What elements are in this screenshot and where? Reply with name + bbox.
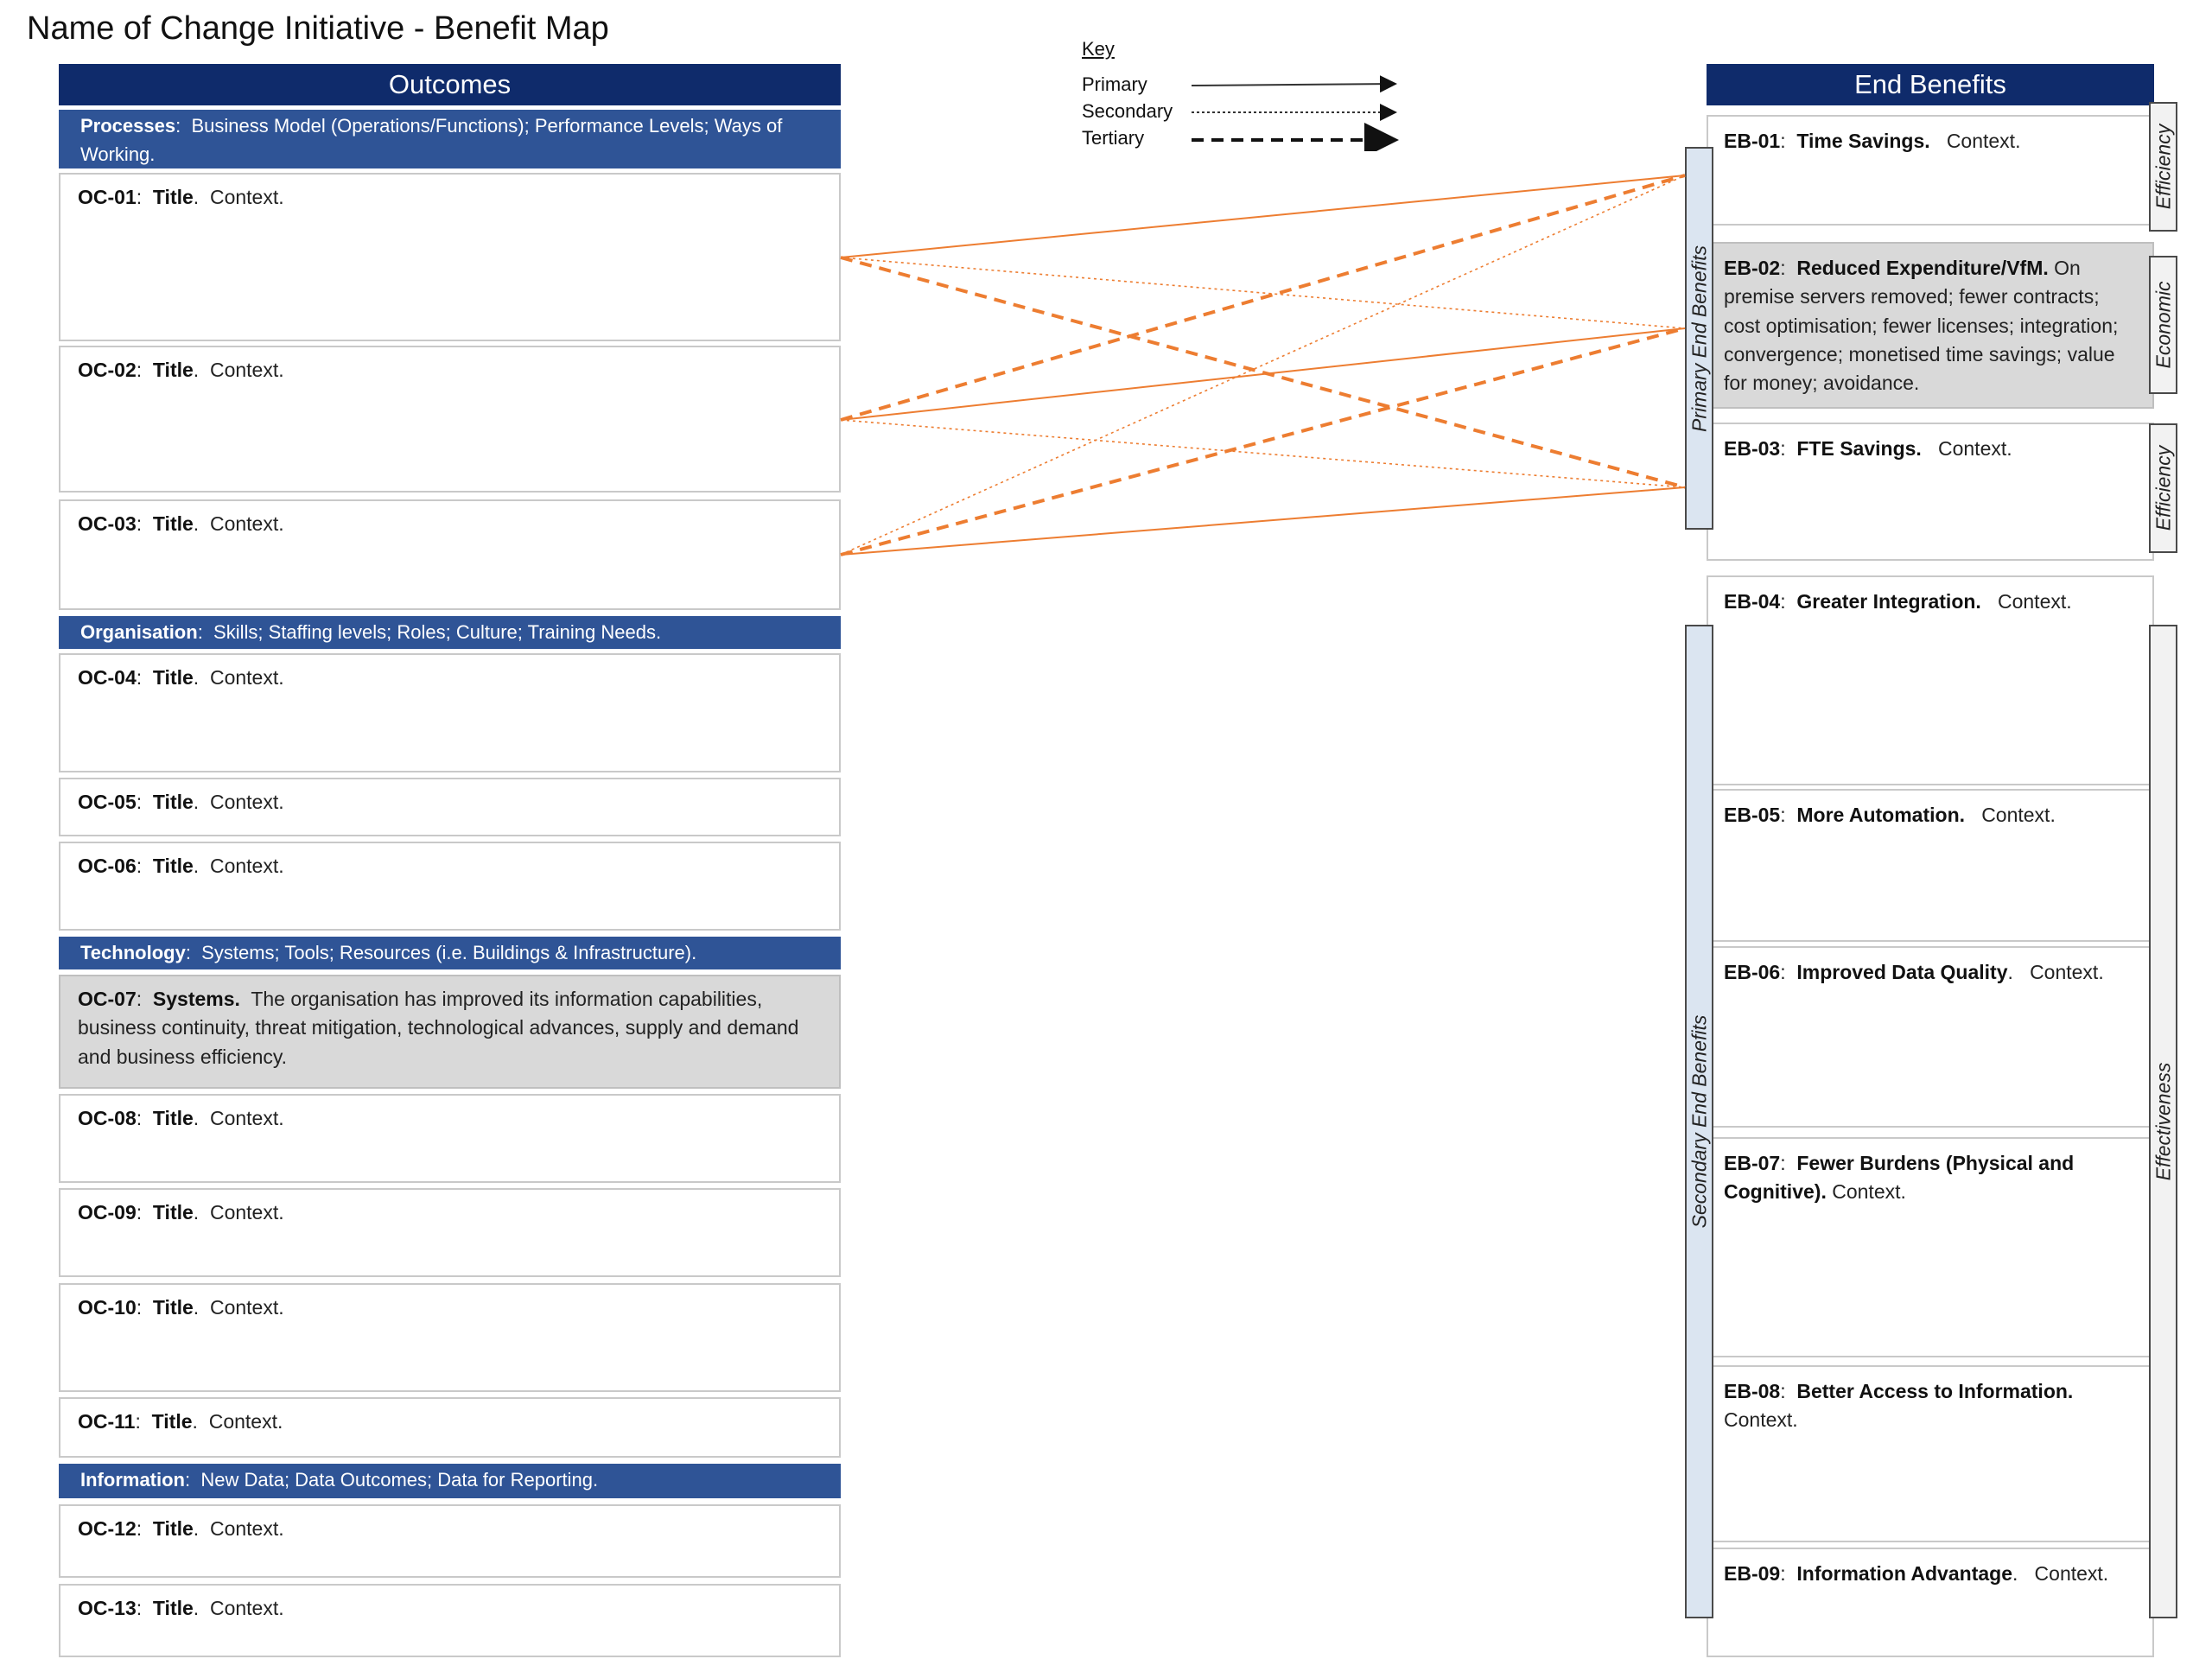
outcome-box-oc01: OC-01: Title. Context. — [59, 173, 841, 341]
end-benefit-context: Context. — [1832, 1180, 1906, 1204]
end-benefit-title: FTE Savings. — [1796, 437, 1922, 460]
end-benefit-box-eb08: EB-08: Better Access to Information. Context. — [1707, 1365, 2154, 1542]
end-benefit-box-eb03: EB-03: FTE Savings. Context. — [1707, 423, 2154, 561]
outcome-title: Title — [152, 186, 194, 208]
primary-end-benefits-label: Primary End Benefits — [1688, 245, 1710, 432]
outcome-box-oc08: OC-08: Title. Context. — [59, 1094, 841, 1183]
secondary-end-benefits-label: Secondary End Benefits — [1688, 1014, 1710, 1229]
end-benefit-id: EB-01 — [1724, 130, 1781, 152]
outcome-id: OC-10 — [78, 1296, 137, 1319]
outcome-id: OC-08 — [78, 1107, 137, 1129]
connector-oc-01-eb-03 — [841, 257, 1685, 487]
end-benefit-id: EB-03 — [1724, 437, 1781, 460]
end-benefit-id: EB-08 — [1724, 1380, 1781, 1402]
section-information-text: New Data; Data Outcomes; Data for Reporting. — [200, 1469, 599, 1491]
end-benefit-title: Time Savings. — [1796, 130, 1930, 152]
outcome-id: OC-13 — [78, 1597, 137, 1619]
end-benefit-title: More Automation. — [1796, 804, 1966, 826]
end-benefit-box-eb02: EB-02: Reduced Expenditure/VfM. On premise servers removed; fewer contracts; cost optimisation; fewer licenses; integration; convergence; monetised time savings; value for money; avoidance. — [1707, 242, 2154, 409]
section-technology-label: Technology — [80, 942, 186, 963]
section-technology: Technology: Systems; Tools; Resources (i.e. Buildings & Infrastructure). — [59, 937, 841, 969]
end-benefit-box-eb06: EB-06: Improved Data Quality. Context. — [1707, 946, 2154, 1128]
end-benefit-box-eb05: EB-05: More Automation. Context. — [1707, 789, 2154, 942]
outcome-context: The organisation has improved its information capabilities, business continuity, threat mitigation, technological advances, supply and demand and business efficiency. — [78, 988, 799, 1068]
outcome-id: OC-12 — [78, 1517, 137, 1540]
outcome-context: Context. — [208, 1410, 283, 1433]
outcome-context: Context. — [209, 512, 284, 535]
end-benefit-context: Context. — [2034, 1562, 2109, 1585]
end-benefit-id: EB-09 — [1724, 1562, 1781, 1585]
efficiency-label-1: Efficiency — [2152, 124, 2174, 210]
outcome-box-oc06: OC-06: Title. Context. — [59, 842, 841, 931]
effectiveness-label: Effectiveness — [2152, 1062, 2174, 1181]
outcome-title: Title — [151, 1410, 193, 1433]
end-benefit-title: Information Advantage — [1796, 1562, 2012, 1585]
key-primary-label: Primary — [1082, 73, 1147, 95]
outcome-box-oc05: OC-05: Title. Context. — [59, 778, 841, 836]
end-benefit-box-eb07: EB-07: Fewer Burdens (Physical and Cognitive). Context. — [1707, 1137, 2154, 1357]
section-processes-text: Business Model (Operations/Functions); Performance Levels; Ways of Working. — [80, 115, 783, 165]
key-title: Key — [1082, 38, 1115, 60]
outcome-id: OC-11 — [78, 1410, 136, 1433]
end-benefit-id: EB-06 — [1724, 961, 1781, 983]
section-information: Information: New Data; Data Outcomes; Data for Reporting. — [59, 1464, 841, 1498]
page-title: Name of Change Initiative - Benefit Map — [27, 10, 609, 47]
outcome-box-oc09: OC-09: Title. Context. — [59, 1188, 841, 1277]
section-processes: Processes: Business Model (Operations/Functions); Performance Levels; Ways of Working. — [59, 110, 841, 168]
end-benefit-title: Reduced Expenditure/VfM. — [1796, 257, 2049, 279]
section-organisation-label: Organisation — [80, 621, 198, 643]
outcome-title: Title — [152, 1296, 194, 1319]
section-organisation: Organisation: Skills; Staffing levels; Roles; Culture; Training Needs. — [59, 616, 841, 649]
end-benefit-title: Improved Data Quality — [1796, 961, 2008, 983]
end-benefit-context: Context. — [1997, 590, 2072, 613]
outcome-id: OC-07 — [78, 988, 137, 1010]
outcome-id: OC-02 — [78, 359, 137, 381]
outcome-title: Systems. — [152, 988, 240, 1010]
end-benefit-box-eb01: EB-01: Time Savings. Context. — [1707, 115, 2154, 226]
connector-oc-02-eb-02 — [841, 328, 1685, 420]
outcome-box-oc13: OC-13: Title. Context. — [59, 1584, 841, 1657]
outcome-context: Context. — [209, 359, 284, 381]
outcome-id: OC-05 — [78, 791, 137, 813]
outcome-id: OC-09 — [78, 1201, 137, 1224]
outcome-box-oc04: OC-04: Title. Context. — [59, 653, 841, 772]
connector-oc-01-eb-01 — [841, 175, 1685, 257]
outcome-title: Title — [152, 855, 194, 877]
section-technology-text: Systems; Tools; Resources (i.e. Buildings & Infrastructure). — [201, 942, 697, 963]
connector-oc-01-eb-02 — [841, 257, 1685, 328]
outcome-context: Context. — [209, 1597, 284, 1619]
outcome-title: Title — [152, 512, 194, 535]
outcome-context: Context. — [209, 1107, 284, 1129]
end-benefit-title: Better Access to Information. — [1796, 1380, 2074, 1402]
outcome-context: Context. — [209, 791, 284, 813]
outcome-title: Title — [152, 1107, 194, 1129]
outcomes-header: Outcomes — [59, 64, 841, 105]
section-processes-label: Processes — [80, 115, 176, 137]
outcome-title: Title — [152, 1201, 194, 1224]
end-benefit-context: Context. — [1981, 804, 2056, 826]
outcome-context: Context. — [209, 1517, 284, 1540]
connector-oc-02-eb-01 — [841, 175, 1685, 420]
outcome-box-oc02: OC-02: Title. Context. — [59, 346, 841, 493]
end-benefit-title: Fewer Burdens (Physical and Cognitive). — [1724, 1152, 2075, 1204]
outcome-id: OC-03 — [78, 512, 137, 535]
end-benefit-title: Greater Integration. — [1796, 590, 1981, 613]
end-benefits-header: End Benefits — [1707, 64, 2154, 105]
section-information-label: Information — [80, 1469, 185, 1491]
end-benefit-context: On premise servers removed; fewer contracts; cost optimisation; fewer licenses; integration; convergence; monetised time savings; value for money; avoidance. — [1724, 257, 2119, 395]
end-benefit-context: Context. — [1937, 437, 2012, 460]
outcome-box-oc07: OC-07: Systems. The organisation has improved its information capabilities, business continuity, threat mitigation, technological advances, supply and demand and business efficiency. — [59, 975, 841, 1089]
outcome-box-oc12: OC-12: Title. Context. — [59, 1504, 841, 1578]
outcome-context: Context. — [209, 666, 284, 689]
section-organisation-text: Skills; Staffing levels; Roles; Culture; Training Needs. — [213, 621, 662, 643]
end-benefit-context: Context. — [1724, 1408, 1798, 1432]
outcome-title: Title — [152, 359, 194, 381]
outcome-title: Title — [152, 791, 194, 813]
outcome-box-oc11: OC-11: Title. Context. — [59, 1397, 841, 1458]
outcome-context: Context. — [209, 855, 284, 877]
economic-label: Economic — [2152, 281, 2174, 369]
end-benefit-id: EB-02 — [1724, 257, 1781, 279]
outcome-id: OC-04 — [78, 666, 137, 689]
outcome-title: Title — [152, 1517, 194, 1540]
outcome-id: OC-01 — [78, 186, 137, 208]
end-benefit-context: Context. — [1946, 130, 2021, 152]
outcome-context: Context. — [209, 186, 284, 208]
outcome-box-oc10: OC-10: Title. Context. — [59, 1283, 841, 1392]
outcome-title: Title — [152, 666, 194, 689]
end-benefit-box-eb04: EB-04: Greater Integration. Context. — [1707, 575, 2154, 785]
end-benefit-box-eb09: EB-09: Information Advantage. Context. — [1707, 1548, 2154, 1657]
end-benefit-context: Context. — [2030, 961, 2104, 983]
outcome-context: Context. — [209, 1201, 284, 1224]
end-benefit-id: EB-05 — [1724, 804, 1781, 826]
outcome-title: Title — [152, 1597, 194, 1619]
outcome-id: OC-06 — [78, 855, 137, 877]
key-secondary-label: Secondary — [1082, 100, 1173, 122]
end-benefit-id: EB-04 — [1724, 590, 1781, 613]
outcome-box-oc03: OC-03: Title. Context. — [59, 499, 841, 610]
efficiency-label-2: Efficiency — [2152, 445, 2174, 531]
key-tertiary-label: Tertiary — [1082, 127, 1145, 149]
end-benefit-id: EB-07 — [1724, 1152, 1781, 1174]
outcome-context: Context. — [209, 1296, 284, 1319]
